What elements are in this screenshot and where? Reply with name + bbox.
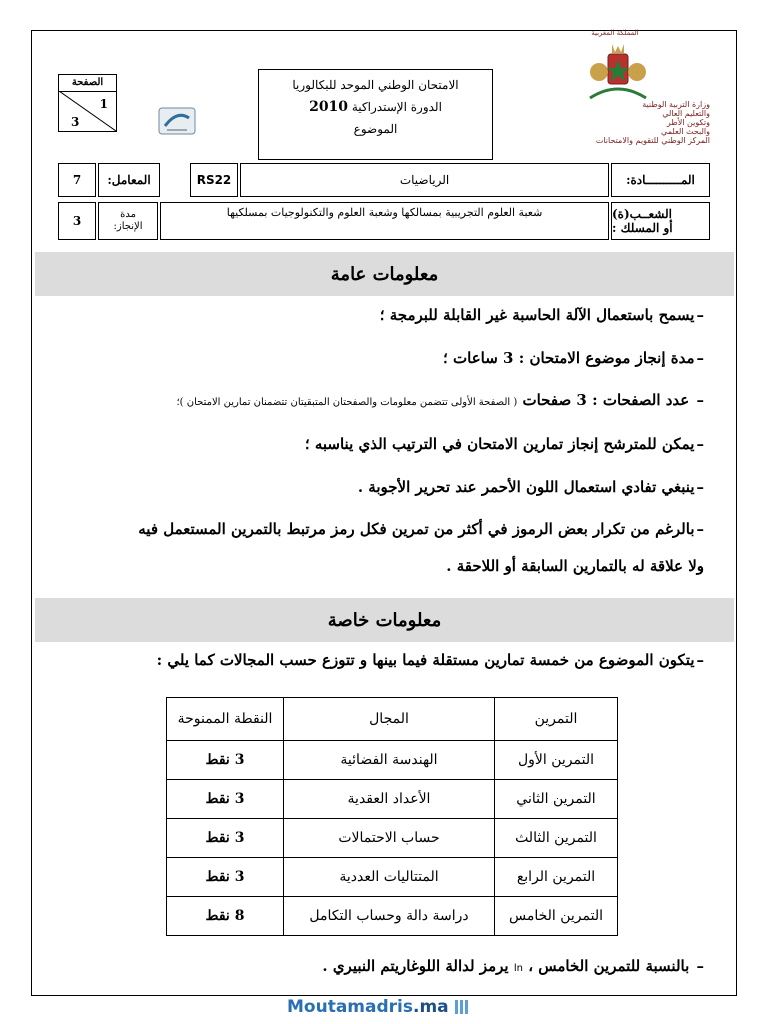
ministry-block: [540, 100, 710, 145]
fifth-exercise-note: – بالنسبة للتمرين الخامس ، ln يرمز لدالة اللوغاريتم النبيري .: [322, 957, 704, 975]
general-line-2: – مدة إنجاز موضوع الامتحان : 3 ساعات ؛: [443, 349, 704, 367]
general-line-6a: – بالرغم من تكرار بعض الرموز في أكثر من تمرين فكل رمز مرتبط بالتمرين المستعمل فيه: [138, 520, 704, 538]
brand-pixel-icon: [455, 1000, 469, 1014]
table-header-row: [167, 698, 618, 741]
ministry-line-4: والبحث العلمي: [661, 127, 710, 136]
exam-title: الامتحان الوطني الموحد للبكالوريا: [292, 78, 459, 92]
coefficient-label: المعامل:: [98, 163, 160, 197]
subject-code: RS22: [190, 163, 238, 197]
table-row: التمرين الثالث حساب الاحتمالات 3 نقط: [167, 819, 618, 858]
ministry-line-5: المركز الوطني للتقويم والامتحانات: [595, 136, 710, 145]
duration-value: 3: [58, 202, 96, 240]
general-line-3: – عدد الصفحات : 3 صفحات ( الصفحة الأولى تتضمن معلومات والصفحتان المتبقيتان تتضمنان تمارين الامتحان )؛: [177, 391, 705, 409]
duration-label: مدة الإنجاز:: [98, 202, 158, 240]
exam-year: 2010: [309, 99, 349, 115]
subject-value: الرياضيات: [240, 163, 609, 197]
kingdom-label: المملكة المغربية: [591, 29, 639, 37]
page-label: الصفحة: [59, 75, 116, 92]
page-number-box: [58, 74, 117, 132]
exam-logo-icon: [157, 106, 197, 136]
coefficient-value: 7: [58, 163, 96, 197]
general-info-title: معلومات عامة: [35, 252, 734, 296]
ministry-line-2: والتعليم العالي: [662, 109, 710, 118]
footer-brand-link[interactable]: Moutamadris.ma: [287, 997, 469, 1017]
col-exercise: التمرين: [495, 698, 618, 741]
general-line-6b: ولا علاقة له بالتمارين السابقة أو اللاحقة .: [446, 557, 704, 575]
general-line-1: – يسمح باستعمال الآلة الحاسبة غير القابلة للبرمجة ؛: [380, 306, 704, 324]
table-row: التمرين الرابع المتتاليات العددية 3 نقط: [167, 858, 618, 897]
table-row: التمرين الثاني الأعداد العقدية 3 نقط: [167, 780, 618, 819]
special-info-title: معلومات خاصة: [35, 598, 734, 642]
exam-title-box: [258, 69, 493, 160]
subject-key: المــــــــــادة:: [611, 163, 710, 197]
page-total: 3: [71, 115, 80, 129]
branch-value: شعبة العلوم التجريبية بمسالكها وشعبة العلوم والتكنولوجيات بمسلكيها: [160, 202, 609, 240]
coat-of-arms-icon: [582, 40, 654, 102]
exercise-table: [166, 697, 618, 936]
table-row: التمرين الأول الهندسة الفضائية 3 نقط: [167, 741, 618, 780]
general-line-4: – يمكن للمترشح إنجاز تمارين الامتحان في الترتيب الذي يناسبه ؛: [305, 435, 704, 453]
exam-session: الدورة الإستدراكية 2010: [309, 99, 442, 115]
page-current: 1: [99, 97, 108, 111]
general-line-5: – ينبغي تفادي استعمال اللون الأحمر عند تحرير الأجوبة .: [358, 478, 704, 496]
table-row: التمرين الخامس دراسة دالة وحساب التكامل 8 نقط: [167, 897, 618, 936]
ministry-line-1: وزارة التربية الوطنية: [642, 100, 710, 109]
branch-key: الشعــب(ة) أو المسلك :: [611, 202, 710, 240]
col-points: النقطة الممنوحة: [167, 698, 284, 741]
general-line-3-note: ( الصفحة الأولى تتضمن معلومات والصفحتان المتبقيتان تتضمنان تمارين الامتحان )؛: [176, 397, 518, 408]
special-intro: – يتكون الموضوع من خمسة تمارين مستقلة فيما بينها و تتوزع حسب المجالات كما يلي :: [157, 651, 704, 669]
ministry-line-3: وتكوين الأطر: [666, 118, 710, 127]
col-domain: المجال: [284, 698, 495, 741]
exam-subject-label: الموضوع: [353, 122, 398, 136]
ln-symbol: ln: [513, 963, 523, 974]
